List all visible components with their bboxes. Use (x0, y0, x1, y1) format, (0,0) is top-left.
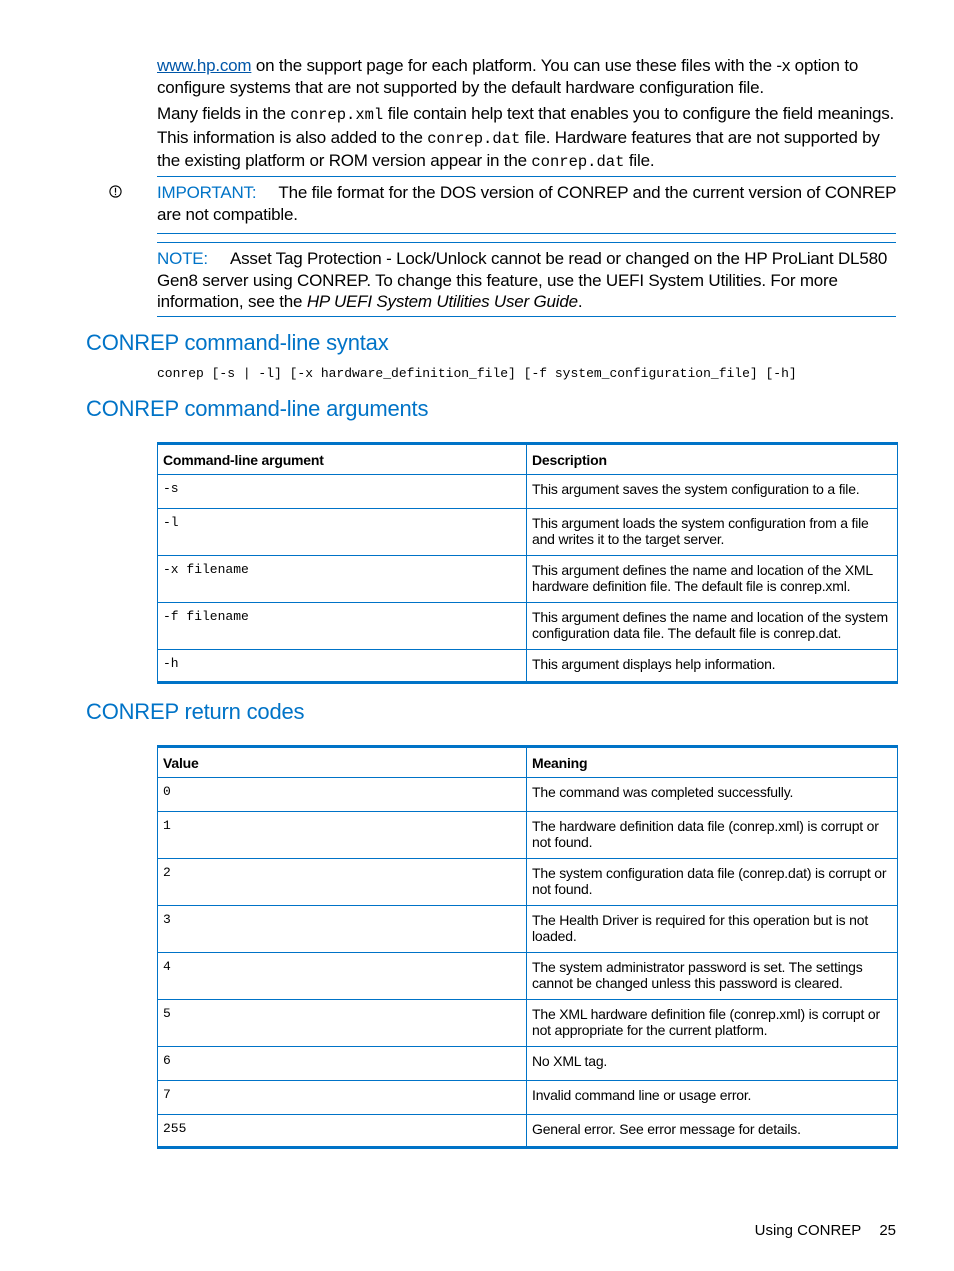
meaning-cell: General error. See error message for details. (527, 1114, 898, 1147)
note-label: NOTE: (157, 249, 208, 268)
table-row (158, 474, 898, 508)
meaning-cell: The command was completed successfully. (527, 777, 898, 811)
table-row (158, 858, 898, 905)
table-row (158, 602, 898, 649)
important-callout (157, 182, 897, 225)
value-cell: 2 (158, 858, 527, 905)
argument-cell: -h (158, 649, 527, 682)
column-header: Meaning (527, 747, 898, 778)
intro-paragraph-1 (157, 55, 897, 98)
table-row (158, 952, 898, 999)
meaning-cell: Invalid command line or usage error. (527, 1080, 898, 1114)
value-cell: 1 (158, 811, 527, 858)
meaning-cell: The Health Driver is required for this operation but is not loaded. (527, 905, 898, 952)
table-row (158, 1046, 898, 1080)
value-cell: 5 (158, 999, 527, 1046)
meaning-cell: The system configuration data file (conrep.dat) is corrupt or not found. (527, 858, 898, 905)
table-row (158, 1080, 898, 1114)
description-cell: This argument displays help information. (527, 649, 898, 682)
value-cell: 255 (158, 1114, 527, 1147)
note-callout (157, 248, 897, 313)
table-row (158, 811, 898, 858)
value-cell: 7 (158, 1080, 527, 1114)
description-cell: This argument defines the name and location of the XML hardware definition file. The default file is conrep.xml. (527, 555, 898, 602)
argument-cell: -s (158, 474, 527, 508)
note-top-rule (157, 242, 896, 243)
table-header-row (158, 444, 898, 475)
table-row (158, 777, 898, 811)
code-conrep-xml: conrep.xml (290, 106, 384, 124)
return-codes-heading: CONREP return codes (86, 699, 305, 724)
return-codes-table (157, 745, 898, 1149)
meaning-cell: The hardware definition data file (conrep.xml) is corrupt or not found. (527, 811, 898, 858)
value-cell: 4 (158, 952, 527, 999)
important-top-rule (157, 176, 896, 177)
intro-text-part: file contain help text that enables you to configure the field meanings. This information is also added to the (157, 104, 895, 147)
arguments-heading: CONREP command-line arguments (86, 396, 429, 421)
table-row (158, 1114, 898, 1147)
intro-paragraph-1-text: on the support page for each platform. You can use these files with the -x option to configure systems that are not supported by the default hardware configuration file. (157, 56, 859, 97)
table-header-row (158, 747, 898, 778)
description-cell: This argument loads the system configuration from a file and writes it to the target server. (527, 508, 898, 555)
note-bottom-rule (157, 316, 896, 317)
arguments-table (157, 442, 898, 684)
argument-cell: -f filename (158, 602, 527, 649)
intro-text-part: file. (624, 151, 655, 170)
column-header: Description (527, 444, 898, 475)
meaning-cell: The system administrator password is set. The settings cannot be changed unless this password is cleared. (527, 952, 898, 999)
argument-cell: -x filename (158, 555, 527, 602)
hp-website-link[interactable]: www.hp.com (157, 56, 252, 75)
column-header: Command-line argument (158, 444, 527, 475)
guide-reference: HP UEFI System Utilities User Guide (306, 292, 578, 311)
meaning-cell: The XML hardware definition file (conrep.xml) is corrupt or not appropriate for the current platform. (527, 999, 898, 1046)
table-row (158, 555, 898, 602)
intro-text-part: Many fields in the (157, 104, 291, 123)
code-conrep-dat: conrep.dat (427, 129, 521, 148)
intro-paragraph-2 (157, 103, 897, 174)
table-row (158, 999, 898, 1046)
footer-section-title: Using CONREP (754, 1222, 862, 1239)
meaning-cell: No XML tag. (527, 1046, 898, 1080)
important-text: The file format for the DOS version of CONREP and the current version of CONREP are not compatible. (157, 183, 896, 224)
description-cell: This argument saves the system configuration to a file. (527, 474, 898, 508)
column-header: Value (158, 747, 527, 778)
intro-text-part: file. Hardware features that are not supported by the existing platform or ROM version appear in the (157, 127, 880, 170)
value-cell: 6 (158, 1046, 527, 1080)
note-end: . (577, 292, 583, 311)
value-cell: 0 (158, 777, 527, 811)
argument-cell: -l (158, 508, 527, 555)
important-bottom-rule (157, 233, 896, 234)
important-label: IMPORTANT: (157, 183, 257, 202)
syntax-command: conrep [-s | -l] [-x hardware_definition_file] [-f system_configuration_file] [-h] (157, 366, 797, 381)
syntax-heading: CONREP command-line syntax (86, 330, 389, 355)
page-number: 25 (879, 1222, 896, 1239)
table-row (158, 649, 898, 682)
value-cell: 3 (158, 905, 527, 952)
note-text: Asset Tag Protection - Lock/Unlock cannot be read or changed on the HP ProLiant DL580 Gen8 server using CONREP. To change this feature, use the UEFI System Utilities. For more information, see the (157, 249, 888, 311)
description-cell: This argument defines the name and location of the system configuration data file. The default file is conrep.dat. (527, 602, 898, 649)
table-row (158, 508, 898, 555)
table-row (158, 905, 898, 952)
page-footer (755, 1222, 896, 1239)
important-icon (109, 185, 122, 198)
code-conrep-dat: conrep.dat (531, 153, 625, 171)
